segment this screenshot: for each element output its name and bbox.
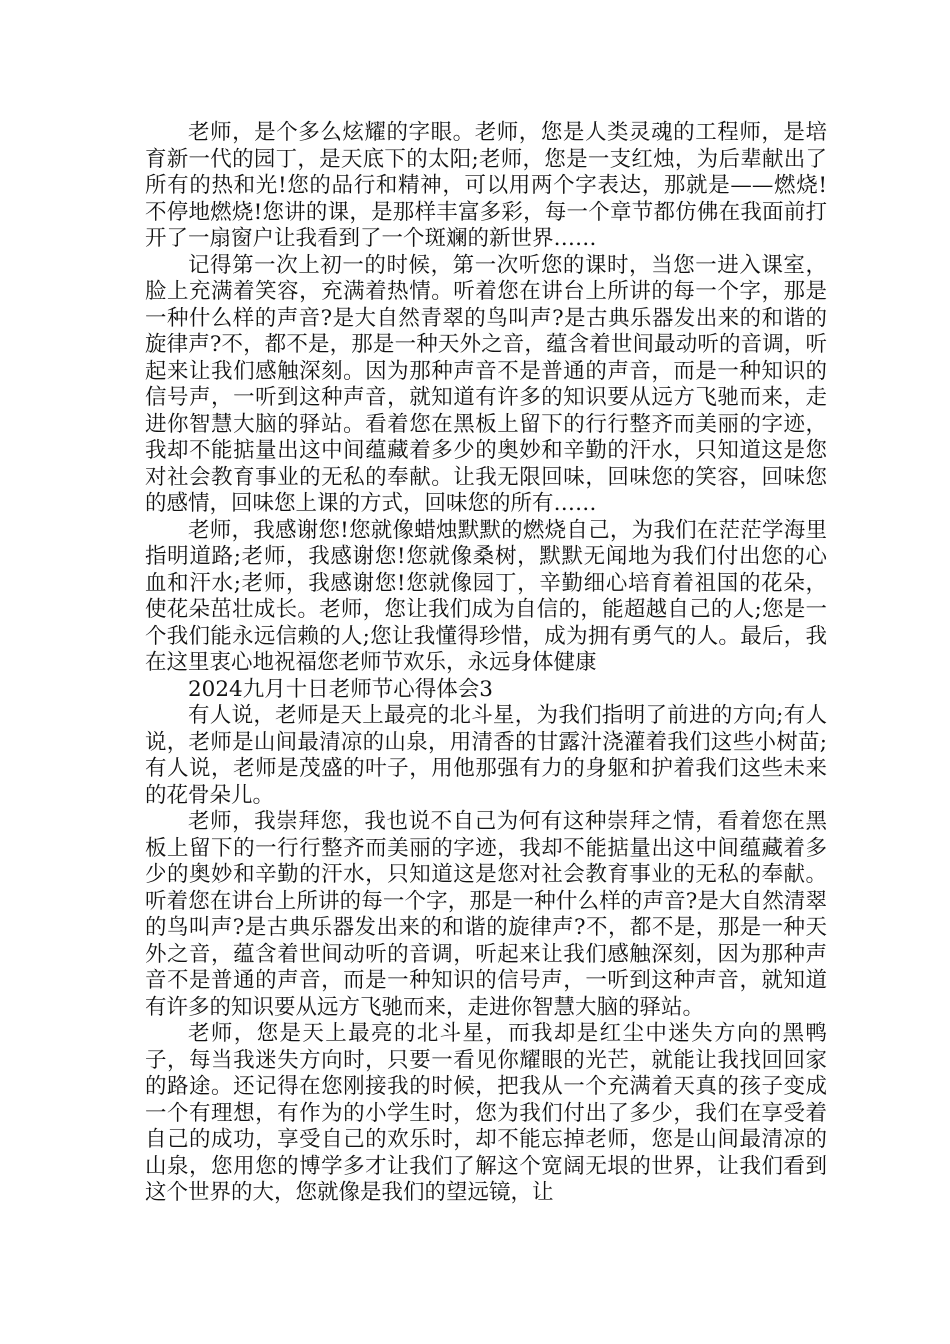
paragraph-1: 老师，是个多么炫耀的字眼。老师，您是人类灵魂的工程师，是培育新一代的园丁，是天底下的太阳;老师，您是一支红烛，为后辈献出了所有的热和光!您的品行和精神，可以用两个字表达，那就是——燃烧!不停地燃烧!您讲的课，是那样丰富多彩，每一个章节都仿佛在我面前打开了一扇窗户让我看到了一个斑斓的新世界…… xyxy=(145,120,827,251)
document-page xyxy=(145,120,827,1207)
paragraph-4: 有人说，老师是天上最亮的北斗星，为我们指明了前进的方向;有人说，老师是山间最清凉的山泉，用清香的甘露汁浇灌着我们这些小树苗;有人说，老师是茂盛的叶子，用他那强有力的身躯和护着我们这些未来的花骨朵儿。 xyxy=(145,703,827,808)
paragraph-6: 老师，您是天上最亮的北斗星，而我却是红尘中迷失方向的黑鸭子，每当我迷失方向时，只要一看见你耀眼的光芒，就能让我找回回家的路途。还记得在您刚接我的时候，把我从一个充满着天真的孩子变成一个有理想，有作为的小学生时，您为我们付出了多少，我们在享受着自己的成功，享受自己的欢乐时，却不能忘掉老师，您是山间最清凉的山泉，您用您的博学多才让我们了解这个宽阔无垠的世界，让我们看到这个世界的大，您就像是我们的望远镜，让 xyxy=(145,1021,827,1205)
section-heading: 2024九月十日老师节心得体会3 xyxy=(188,676,493,702)
paragraph-5: 老师，我崇拜您，我也说不自己为何有这种崇拜之情，看着您在黑板上留下的一行行整齐而美丽的字迹，我却不能掂量出这中间蕴藏着多少的奥妙和辛勤的汗水，只知道这是您对社会教育事业的无私的奉献。听着您在讲台上所讲的每一个字，那是一种什么样的声音?是大自然清翠的鸟叫声?是古典乐器发出来的和谐的旋律声?不，都不是，那是一种天外之音，蕴含着世间动听的音调，听起来让我们感触深刻，因为那种声音不是普通的声音，而是一种知识的信号声，一听到这种声音，就知道有许多的知识要从远方飞驰而来，走进你智慧大脑的驿站。 xyxy=(145,809,827,1020)
paragraph-2: 记得第一次上初一的时候，第一次听您的课时，当您一进入课室，脸上充满着笑容，充满着热情。听着您在讲台上所讲的每一个字，那是一种什么样的声音?是大自然青翠的鸟叫声?是古典乐器发出来的和谐的旋律声?不，都不是，那是一种天外之音，蕴含着世间最动听的音调，听起来让我们感触深刻。因为那种声音不是普通的声音，而是一种知识的信号声，一听到这种声音，就知道有许多的知识要从远方飞驰而来，走进你智慧大脑的驿站。看着您在黑板上留下的行行整齐而美丽的字迹，我却不能掂量出这中间蕴藏着多少的奥妙和辛勤的汗水，只知道这是您对社会教育事业的无私的奉献。让我无限回味，回味您的笑容，回味您的感情，回味您上课的方式，回味您的所有…… xyxy=(145,252,827,516)
paragraph-3: 老师，我感谢您!您就像蜡烛默默的燃烧自己，为我们在茫茫学海里指明道路;老师，我感谢您!您就像桑树，默默无闻地为我们付出您的心血和汗水;老师，我感谢您!您就像园丁，辛勤细心培育着祖国的花朵，使花朵茁壮成长。老师，您让我们成为自信的，能超越自己的人;您是一个我们能永远信赖的人;您让我懂得珍惜，成为拥有勇气的人。最后，我在这里衷心地祝福您老师节欢乐，永远身体健康 xyxy=(145,517,827,675)
